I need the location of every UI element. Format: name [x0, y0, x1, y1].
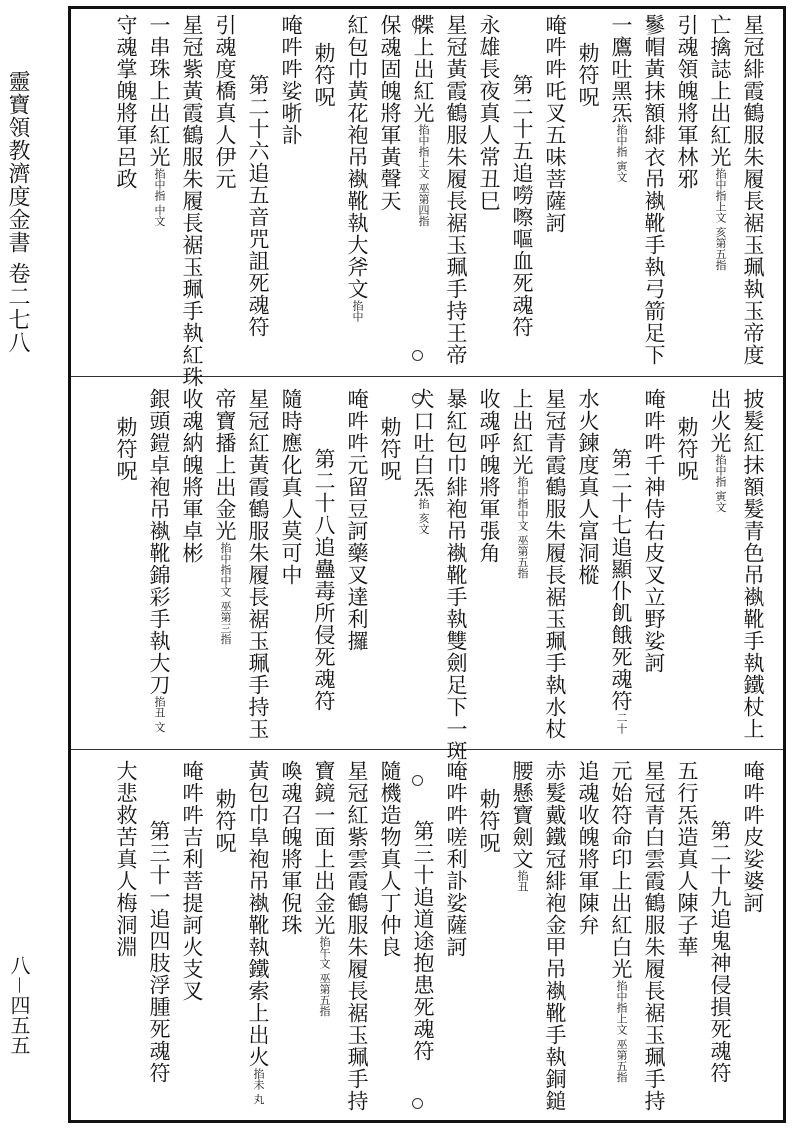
column-text: 銀頭鎧卓袍吊褹靴錦彩手執大刀 — [147, 388, 171, 696]
column-annotation: 掐中指 寅文 — [714, 454, 727, 513]
circle-mark — [412, 393, 423, 404]
column-annotation: 掐午文 巫第五指 — [318, 936, 331, 1017]
column-text: 上出紅光 — [510, 388, 534, 476]
text-column — [146, 388, 172, 733]
column-text: 隨機造物真人丁仲良 — [378, 760, 402, 958]
column-text: 第三十一追四肢浮腫死魂符 — [147, 820, 171, 1084]
column-annotation: 掐中指中文 巫第三指 — [219, 542, 232, 645]
text-column — [245, 74, 271, 338]
text-column — [575, 42, 601, 108]
text-column — [410, 820, 436, 1062]
text-column — [443, 388, 469, 762]
column-text: 追魂收魄將軍陳弁 — [576, 760, 600, 936]
column-text: 勅符呪 — [213, 788, 237, 854]
circle-mark — [412, 350, 423, 361]
column-text: 引魂度橋真人伊元 — [213, 14, 237, 190]
text-column — [179, 388, 205, 564]
column-text: 喚魂召魄將軍倪珠 — [279, 760, 303, 936]
column-text: 牒上出紅光 — [411, 14, 435, 124]
column-text: 鬖帽黃抹額緋衣吊褹靴手執弓箭足下 — [642, 14, 666, 366]
text-column — [113, 14, 139, 190]
text-column — [641, 388, 667, 674]
text-column — [278, 760, 304, 936]
column-annotation: 二十 — [615, 712, 628, 734]
text-column — [344, 388, 370, 652]
column-annotation: 掐中指上文 巫第五指 — [615, 980, 628, 1083]
text-column — [443, 14, 469, 366]
section-divider — [71, 376, 783, 377]
text-column — [179, 760, 205, 1002]
column-text: 引魂領魄將軍林邪 — [675, 14, 699, 190]
text-column — [575, 760, 601, 936]
text-column — [476, 388, 502, 564]
column-text: 星冠紅黃霞鶴服朱履長裾玉珮手持玉 — [246, 388, 270, 740]
text-column — [113, 760, 139, 958]
text-column — [212, 14, 238, 190]
column-text: 永雄長夜真人常丑巳 — [477, 14, 501, 212]
column-text: 收魂呼魄將軍張角 — [477, 388, 501, 564]
text-column — [146, 14, 172, 227]
text-column — [311, 760, 337, 1017]
column-text: 勅符呪 — [477, 788, 501, 854]
text-column — [740, 14, 766, 366]
text-column — [608, 14, 634, 183]
text-column — [344, 14, 370, 322]
text-column — [476, 788, 502, 854]
text-column — [212, 388, 238, 645]
column-text: 暴紅包巾緋袍吊褹靴手執雙劍足下一斑 — [444, 388, 468, 762]
column-text: 星冠紅紫雲霞鶴服朱履長裾玉珮手持 — [345, 760, 369, 1112]
text-column — [278, 14, 304, 146]
text-column — [245, 760, 271, 1105]
text-column — [740, 388, 766, 740]
column-annotation: 掐中指上文 巫第四指 — [417, 124, 430, 227]
column-text: 保魂固魄將軍黃聲天 — [378, 14, 402, 212]
text-column — [146, 820, 172, 1084]
column-text: 星冠黃霞鶴服朱履長裾玉珮手持王帝 — [444, 14, 468, 366]
text-column — [542, 14, 568, 234]
column-text: 勅符呪 — [378, 416, 402, 482]
text-column — [410, 388, 436, 535]
column-text: 紅包巾黃花袍吊褹靴執大斧文 — [345, 14, 369, 300]
column-text: 勅符呪 — [114, 416, 138, 482]
text-column — [245, 388, 271, 740]
column-annotation: 掐中指上文 亥第五指 — [714, 168, 727, 271]
text-column — [707, 820, 733, 1084]
text-column — [707, 388, 733, 513]
column-text: 腰懸寶劍文 — [510, 760, 534, 870]
column-text: 星冠紫黃霞鶴服朱履長裾玉珮手執紅珠 — [180, 14, 204, 388]
column-text: 勅符呪 — [675, 416, 699, 482]
text-column — [608, 760, 634, 1083]
text-column — [674, 14, 700, 190]
column-text: 第二十八追蠱毒所侵死魂符 — [312, 448, 336, 712]
column-text: 黃包巾阜袍吊褹靴執鐵索上出火 — [246, 760, 270, 1068]
page-number: 八－四五五 — [7, 955, 31, 1055]
text-column — [179, 14, 205, 388]
column-text: 帝寶播上出金光 — [213, 388, 237, 542]
column-annotation: 掐中指 寅文 — [615, 124, 628, 183]
column-text: 五行炁造真人陳子華 — [675, 760, 699, 958]
text-column — [377, 14, 403, 212]
column-text: 第二十五追嘮嚓嘔血死魂符 — [510, 74, 534, 338]
text-column — [707, 14, 733, 271]
text-column — [542, 760, 568, 1112]
column-annotation: 掐中指中文 巫第五指 — [516, 476, 529, 579]
column-text: 唵吽吽嗟利訃娑薩訶 — [444, 760, 468, 958]
text-column — [509, 388, 535, 579]
text-column — [344, 760, 370, 1112]
column-text: 唵吽吽元留豆訶藥叉達利攞 — [345, 388, 369, 652]
column-text: 大悲救苦真人梅洞淵 — [114, 760, 138, 958]
column-text: 犬口吐白炁 — [411, 388, 435, 498]
column-text: 水火鍊度真人富洞樅 — [576, 388, 600, 586]
column-annotation: 掐未 丸 — [252, 1068, 265, 1105]
column-text: 星冠青霞鶴服朱履長裾玉珮手執水杖 — [543, 388, 567, 740]
text-column — [608, 448, 634, 734]
column-text: 一鷹吐黑炁 — [609, 14, 633, 124]
column-text: 唵吽吽吒叉五味菩薩訶 — [543, 14, 567, 234]
text-column — [212, 788, 238, 854]
column-annotation: 掐 亥文 — [417, 498, 430, 535]
column-text: 第二十六追五音咒詛死魂符 — [246, 74, 270, 338]
column-text: 星冠緋霞鶴服朱履長裾玉珮執玉帝度 — [741, 14, 765, 366]
column-annotation: 掐中 — [351, 300, 364, 322]
text-column — [113, 416, 139, 482]
text-column — [740, 760, 766, 914]
text-column — [410, 14, 436, 227]
text-column — [674, 416, 700, 482]
column-annotation: 掐丑 — [516, 870, 529, 892]
text-column — [509, 760, 535, 892]
column-text: 星冠青白雲霞鶴服朱履長裾玉珮手持 — [642, 760, 666, 1112]
column-text: 一串珠上出紅光 — [147, 14, 171, 168]
column-text: 寶鏡一面上出金光 — [312, 760, 336, 936]
text-column — [674, 760, 700, 958]
column-text: 亡擒誌上出紅光 — [708, 14, 732, 168]
column-text: 第二十七追顯仆飢餓死魂符 — [609, 448, 633, 712]
column-text: 唵吽吽皮娑婆訶 — [741, 760, 765, 914]
text-column — [377, 760, 403, 958]
column-text: 隨時應化真人莫可中 — [279, 388, 303, 586]
section-divider — [71, 749, 783, 750]
column-text: 唵吽吽吉利菩提訶火支叉 — [180, 760, 204, 1002]
column-text: 第三十追道途抱患死魂符 — [411, 820, 435, 1062]
text-column — [641, 14, 667, 366]
circle-mark — [412, 1098, 423, 1109]
column-text: 披髮紅抹額髮青色吊褹靴手執鐵杖上 — [741, 388, 765, 740]
circle-mark — [412, 18, 423, 29]
column-text: 唵吽吽千神侍右皮叉立野娑訶 — [642, 388, 666, 674]
text-column — [311, 42, 337, 108]
column-text: 唵吽吽娑哳訃 — [279, 14, 303, 146]
text-column — [377, 416, 403, 482]
column-text: 出火光 — [708, 388, 732, 454]
column-text: 勅符呪 — [312, 42, 336, 108]
column-text: 勅符呪 — [576, 42, 600, 108]
book-title: 靈寶領教濟度金書 卷二七八 — [5, 70, 30, 354]
text-column — [476, 14, 502, 212]
column-annotation: 掐中指 中文 — [153, 168, 166, 227]
column-text: 第二十九追鬼神侵損死魂符 — [708, 820, 732, 1084]
column-text: 收魂納魄將軍卓彬 — [180, 388, 204, 564]
text-column — [278, 388, 304, 586]
circle-mark — [412, 775, 423, 786]
column-annotation: 掐丑 文 — [153, 696, 166, 733]
column-text: 元始符命印上出紅白光 — [609, 760, 633, 980]
column-text: 守魂掌魄將軍呂政 — [114, 14, 138, 190]
text-column — [443, 760, 469, 958]
text-column — [575, 388, 601, 586]
column-text: 赤髮戴鐵冠緋袍金甲吊褹靴手執銅鎚 — [543, 760, 567, 1112]
text-column — [542, 388, 568, 740]
text-column — [641, 760, 667, 1112]
text-column — [311, 448, 337, 712]
text-column — [509, 74, 535, 338]
